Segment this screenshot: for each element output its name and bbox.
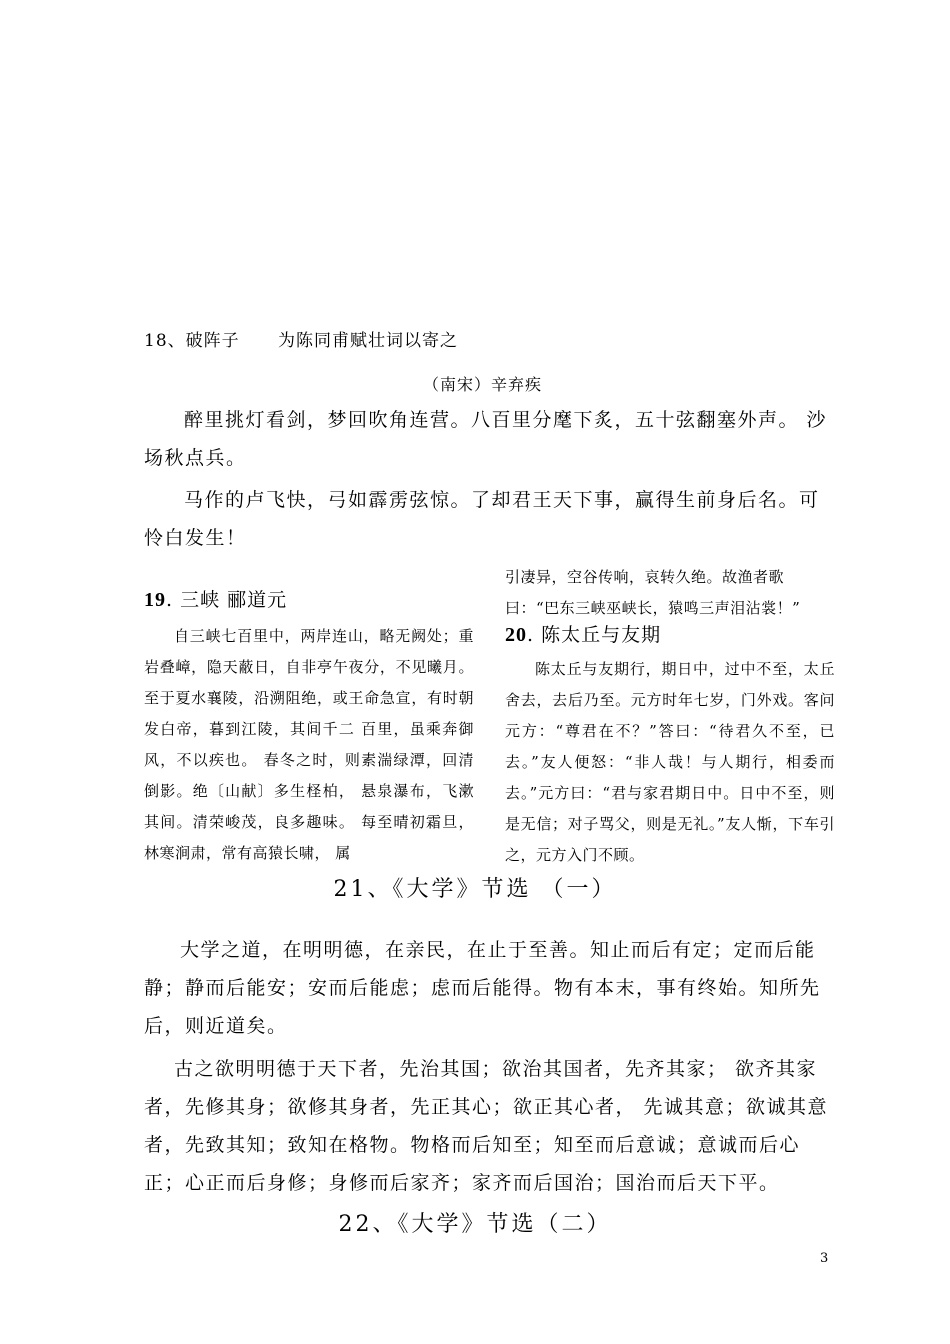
section-19-number: 19 — [144, 589, 166, 611]
section-19-continued: 引凄异，空谷传响，哀转久绝。故渔者歌曰：“巴东三峡巫峡长，猿鸣三声泪沾裳！” — [505, 568, 801, 617]
poem-18-stanza-2: 马作的卢飞快，弓如霹雳弦惊。了却君王天下事，赢得生前身后名。可怜白发生！ — [144, 489, 820, 549]
section-19-body: 自三峡七百里中，两岸连山，略无阙处；重岩叠嶂，隐天蔽日，自非亭午夜分，不见曦月。 至于夏水襄陵，沿溯阻绝，或王命急宣，有时朝发白帝，暮到江陵，其间千二 百里，虽乘奔御风，不以疾也。 春冬之时，则素湍绿潭，回清倒影。绝〔山献〕多生柽柏， 悬泉瀑布，飞漱其间。清荣峻茂，良多趣味。 每至晴初霜旦，林寒涧肃，常有高猿长啸， 属 — [144, 627, 474, 862]
section-21-paragraph-2: 古之欲明明德于天下者，先治其国；欲治其国者，先齐其家； 欲齐其家者，先修其身；欲修其身者，先正其心；欲正其心者， 先诚其意；欲诚其意者，先致其知；致知在格物。物格而后知至；知至而后意诚；意诚而后心正；心正而后身修；身修而后家齐；家齐而后国治；国治而后天下平。 — [144, 1058, 829, 1194]
section-20-body: 陈太丘与友期行，期日中，过中不至，太丘舍去，去后乃至。元方时年七岁，门外戏。客问元方：“尊君在不？”答曰：“待君久不至，已去。”友人便怒：“非人哉！与人期行，相委而去。”元方曰：“君与家君期日中。日中不至，则是无信；对子骂父，则是无礼。”友人惭，下车引之，元方入门不顾。 — [505, 660, 835, 864]
section-20-title: . 陈太丘与友期 — [527, 624, 662, 646]
section-22-heading: 22、《大学》节选（二） — [338, 1212, 612, 1237]
section-19-heading — [144, 585, 287, 612]
poem-18-title: 18、破阵子 为陈同甫赋壮词以寄之 — [144, 331, 459, 351]
section-20-number: 20 — [505, 624, 527, 646]
section-19-title: . 三峡 郦道元 — [166, 589, 288, 611]
poem-18-author: （南宋）辛弃疾 — [423, 375, 543, 394]
page-number: 3 — [820, 1251, 829, 1266]
section-21-heading: 21、《大学》节选 （一） — [333, 877, 617, 902]
poem-18-stanza-1: 醉里挑灯看剑，梦回吹角连营。八百里分麾下炙，五十弦翻塞外声。 沙场秋点兵。 — [144, 409, 828, 469]
section-20-heading — [505, 620, 661, 647]
section-21-paragraph-1: 大学之道，在明明德，在亲民，在止于至善。知止而后有定；定而后能静；静而后能安；安而后能虑；虑而后能得。物有本末，事有终始。知所先后，则近道矣。 — [144, 939, 821, 1037]
